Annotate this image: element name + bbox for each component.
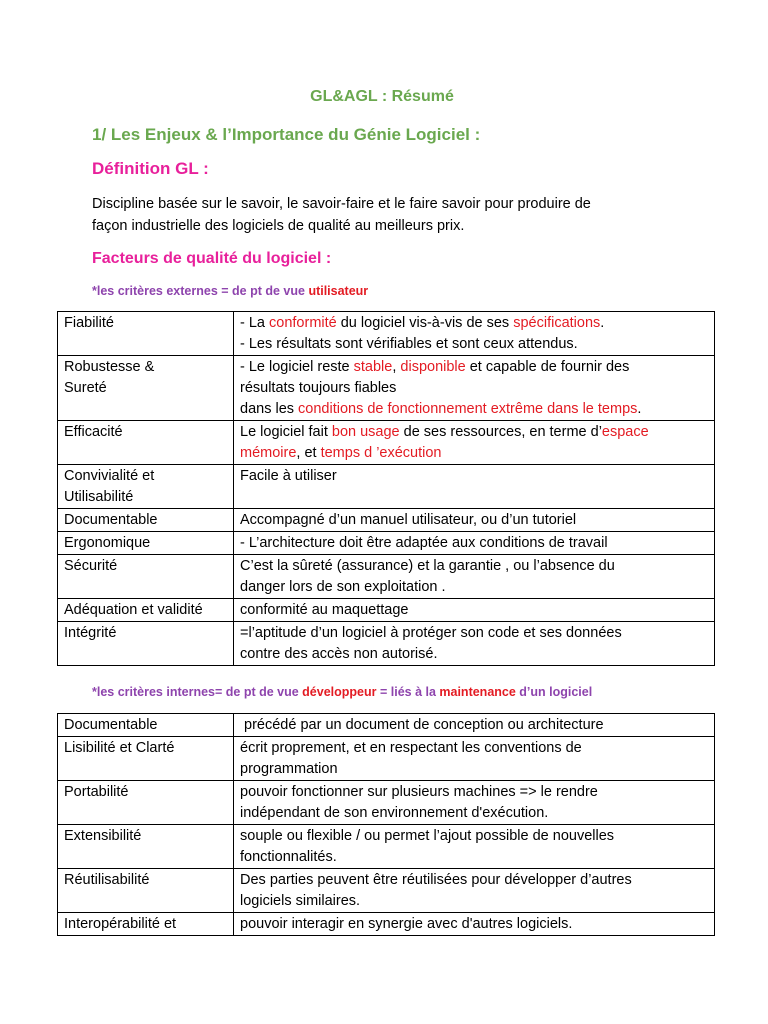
criterion-label: Documentable bbox=[58, 714, 234, 737]
table-row bbox=[58, 913, 715, 936]
table-row bbox=[58, 622, 715, 666]
table-row bbox=[58, 421, 715, 465]
criterion-description: écrit proprement, et en respectant les conventions de programmation bbox=[234, 737, 715, 781]
table-row bbox=[58, 737, 715, 781]
criterion-label: Lisibilité et Clarté bbox=[58, 737, 234, 781]
criterion-label: Portabilité bbox=[58, 781, 234, 825]
external-criteria-table bbox=[57, 311, 715, 666]
table-row bbox=[58, 781, 715, 825]
criterion-description: =l’aptitude d’un logiciel à protéger son code et ses données contre des accès non autorisé. bbox=[234, 622, 715, 666]
criterion-description: Des parties peuvent être réutilisées pour développer d’autres logiciels similaires. bbox=[234, 869, 715, 913]
criterion-description: C’est la sûreté (assurance) et la garantie , ou l’absence du danger lors de son exploitation . bbox=[234, 555, 715, 599]
criterion-label: Documentable bbox=[58, 509, 234, 532]
criterion-description: précédé par un document de conception ou architecture bbox=[234, 714, 715, 737]
criterion-label: Interopérabilité et bbox=[58, 913, 234, 936]
criterion-label: Intégrité bbox=[58, 622, 234, 666]
criterion-description: - L’architecture doit être adaptée aux conditions de travail bbox=[234, 532, 715, 555]
table-row bbox=[58, 509, 715, 532]
internal-criteria-note: *les critères internes= de pt de vue développeur = liés à la maintenance d’un logiciel bbox=[92, 685, 593, 699]
criterion-description: pouvoir fonctionner sur plusieurs machines => le rendre indépendant de son environnement d'exécution. bbox=[234, 781, 715, 825]
criterion-description: souple ou flexible / ou permet l’ajout possible de nouvelles fonctionnalités. bbox=[234, 825, 715, 869]
table-row bbox=[58, 555, 715, 599]
table-row bbox=[58, 356, 715, 421]
external-criteria-note: *les critères externes = de pt de vue utilisateur bbox=[92, 284, 369, 298]
table-row bbox=[58, 312, 715, 356]
criterion-description: - Le logiciel reste stable, disponible et capable de fournir des résultats toujours fiables dans les conditions de fonctionnement extrême dans le temps. bbox=[234, 356, 715, 421]
criterion-label: Fiabilité bbox=[58, 312, 234, 356]
criterion-label: Adéquation et validité bbox=[58, 599, 234, 622]
criterion-label: Sécurité bbox=[58, 555, 234, 599]
definition-paragraph: Discipline basée sur le savoir, le savoir-faire et le faire savoir pour produire de façon industrielle des logiciels de qualité au meilleurs prix. bbox=[92, 196, 591, 234]
table-row bbox=[58, 599, 715, 622]
criterion-label: Ergonomique bbox=[58, 532, 234, 555]
criterion-description: conformité au maquettage bbox=[234, 599, 715, 622]
criterion-label: Efficacité bbox=[58, 421, 234, 465]
internal-criteria-table bbox=[57, 713, 715, 936]
criterion-label: Convivialité et Utilisabilité bbox=[58, 465, 234, 509]
table-row bbox=[58, 532, 715, 555]
criterion-description: Le logiciel fait bon usage de ses ressources, en terme d’espace mémoire, et temps d ’exécution bbox=[234, 421, 715, 465]
table-row bbox=[58, 714, 715, 737]
criterion-description: - La conformité du logiciel vis-à-vis de ses spécifications. - Les résultats sont vérifiables et sont ceux attendus. bbox=[234, 312, 715, 356]
criterion-description: Accompagné d’un manuel utilisateur, ou d’un tutoriel bbox=[234, 509, 715, 532]
document-title: GL&AGL : Résumé bbox=[310, 88, 454, 105]
criterion-label: Robustesse & Sureté bbox=[58, 356, 234, 421]
table-row bbox=[58, 825, 715, 869]
criterion-label: Réutilisabilité bbox=[58, 869, 234, 913]
definition-heading: Définition GL : bbox=[92, 159, 209, 178]
table-row bbox=[58, 869, 715, 913]
factors-heading: Facteurs de qualité du logiciel : bbox=[92, 250, 332, 267]
criterion-description: Facile à utiliser bbox=[234, 465, 715, 509]
table-row bbox=[58, 465, 715, 509]
section-heading: 1/ Les Enjeux & l’Importance du Génie Logiciel : bbox=[92, 125, 481, 144]
criterion-description: pouvoir interagir en synergie avec d'autres logiciels. bbox=[234, 913, 715, 936]
criterion-label: Extensibilité bbox=[58, 825, 234, 869]
